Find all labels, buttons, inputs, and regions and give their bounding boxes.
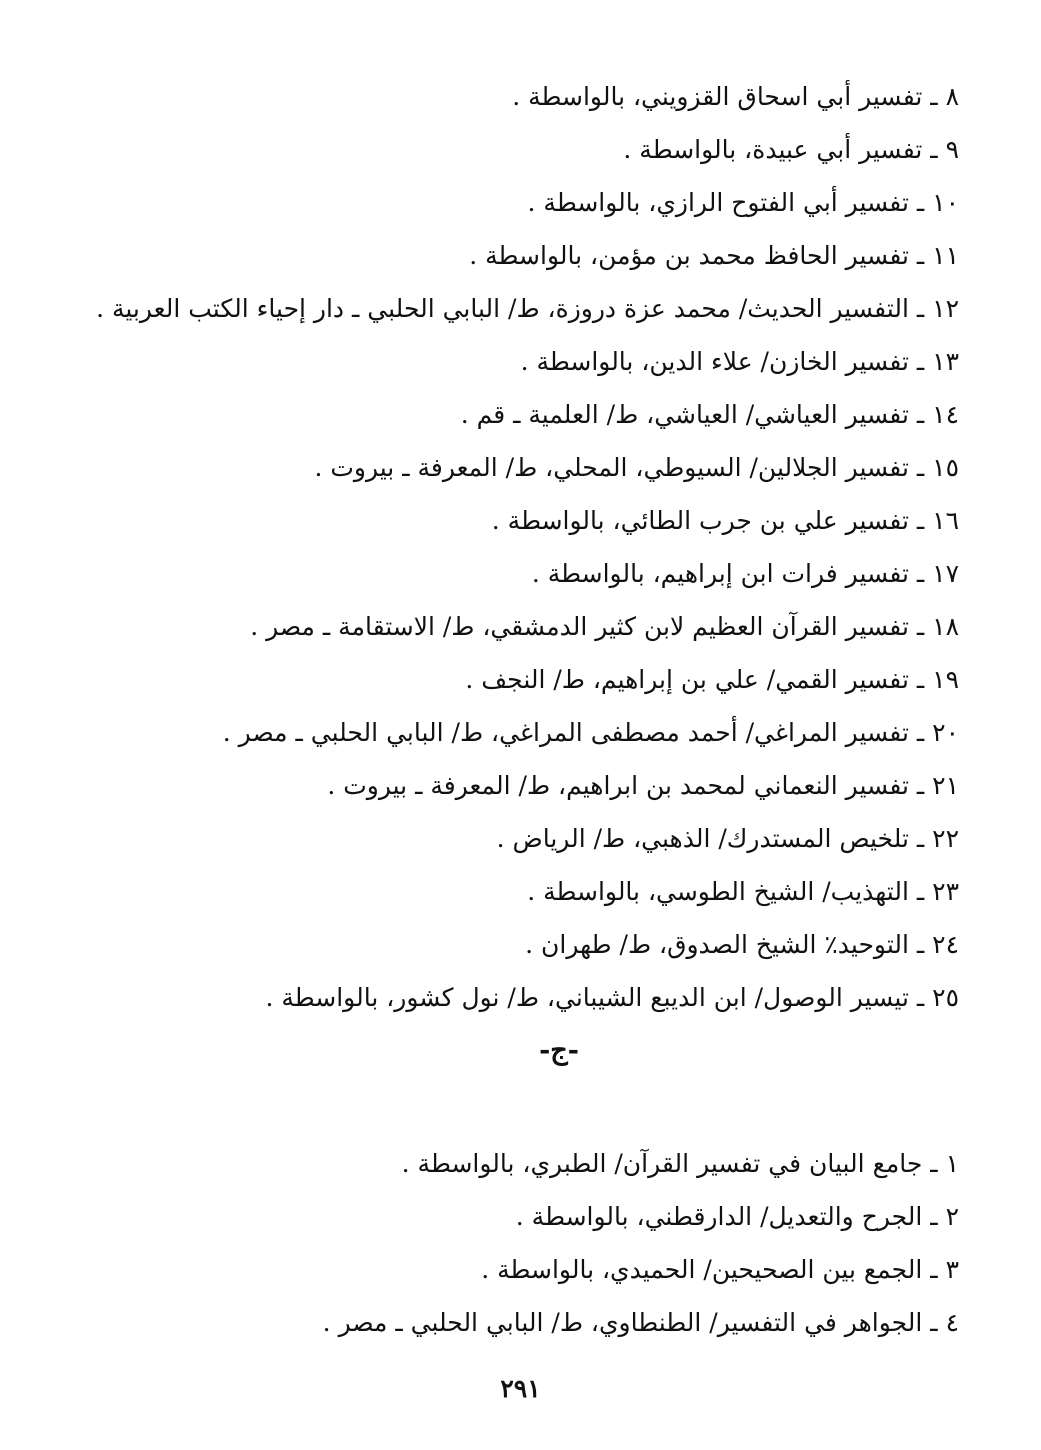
bibliography-entry: ٢٣ ـ التهذيب/ الشيخ الطوسي، بالواسطة .	[527, 877, 959, 906]
bibliography-entry: ١٠ ـ تفسير أبي الفتوح الرازي، بالواسطة .	[527, 188, 959, 217]
page-number: ٢٩١	[500, 1374, 541, 1403]
bibliography-entry: ٢٤ ـ التوحيد٪ الشيخ الصدوق، ط/ طهران .	[525, 930, 959, 959]
bibliography-entry: ١٣ ـ تفسير الخازن/ علاء الدين، بالواسطة .	[520, 347, 959, 376]
bibliography-entry: ٢٥ ـ تيسير الوصول/ ابن الديبع الشيباني، ط/ نول كشور، بالواسطة .	[265, 983, 959, 1012]
bibliography-entry: ٢١ ـ تفسير النعماني لمحمد بن ابراهيم، ط/ المعرفة ـ بيروت .	[327, 771, 959, 800]
bibliography-entry: ١٤ ـ تفسير العياشي/ العياشي، ط/ العلمية ـ قم .	[460, 400, 959, 429]
bibliography-entry: ١ ـ جامع البيان في تفسير القرآن/ الطبري، بالواسطة .	[401, 1149, 959, 1178]
bibliography-entry: ٨ ـ تفسير أبي اسحاق القزويني، بالواسطة .	[512, 82, 959, 111]
bibliography-entry: ١٦ ـ تفسير علي بن جرب الطائي، بالواسطة .	[491, 506, 959, 535]
bibliography-entry: ٤ ـ الجواهر في التفسير/ الطنطاوي، ط/ البابي الحلبي ـ مصر .	[322, 1308, 959, 1337]
bibliography-entry: ١٧ ـ تفسير فرات ابن إبراهيم، بالواسطة .	[531, 559, 959, 588]
bibliography-entry: ٢٠ ـ تفسير المراغي/ أحمد مصطفى المراغي، ط/ البابي الحلبي ـ مصر .	[222, 718, 959, 747]
bibliography-entry: ٣ ـ الجمع بين الصحيحين/ الحميدي، بالواسطة .	[481, 1255, 959, 1284]
bibliography-list-jim	[79, 1137, 959, 1349]
section-heading-jim: -ج-	[539, 1035, 579, 1066]
bibliography-entry: ٢٢ ـ تلخيص المستدرك/ الذهبي، ط/ الرياض .	[496, 824, 959, 853]
bibliography-entry: ١٨ ـ تفسير القرآن العظيم لابن كثير الدمشقي، ط/ الاستقامة ـ مصر .	[250, 612, 959, 641]
bibliography-entry: ١١ ـ تفسير الحافظ محمد بن مؤمن، بالواسطة .	[469, 241, 959, 270]
bibliography-entry: ٢ ـ الجرح والتعديل/ الدارقطني، بالواسطة .	[515, 1202, 959, 1231]
bibliography-entry: ١٢ ـ التفسير الحديث/ محمد عزة دروزة، ط/ البابي الحلبي ـ دار إحياء الكتب العربية .	[96, 294, 959, 323]
bibliography-entry: ٩ ـ تفسير أبي عبيدة، بالواسطة .	[623, 135, 959, 164]
bibliography-list-ta	[79, 70, 959, 1077]
bibliography-entry: ١٥ ـ تفسير الجلالين/ السيوطي، المحلي، ط/ المعرفة ـ بيروت .	[314, 453, 959, 482]
bibliography-entry: ١٩ ـ تفسير القمي/ علي بن إبراهيم، ط/ النجف .	[465, 665, 959, 694]
